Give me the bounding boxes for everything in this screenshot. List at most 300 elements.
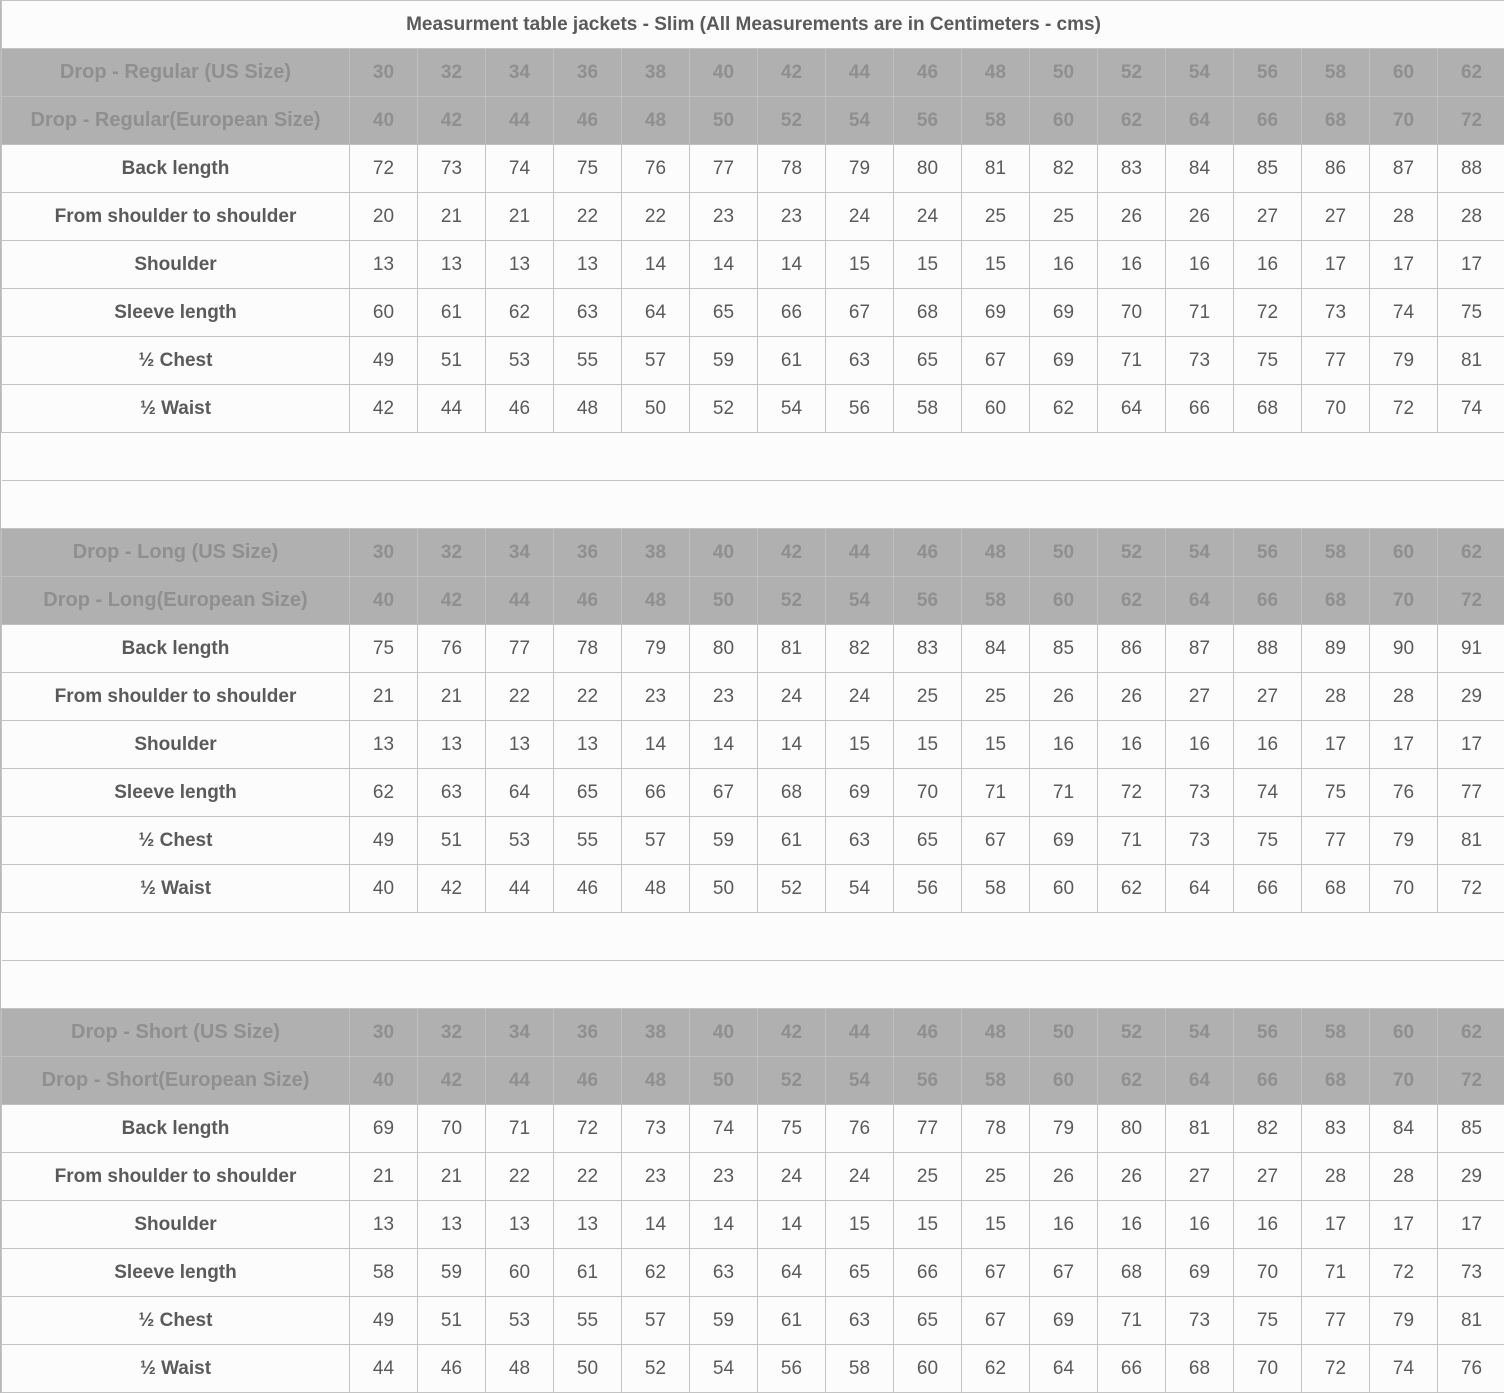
measurement-value: 60 [962, 385, 1030, 433]
measurement-value: 59 [690, 337, 758, 385]
measurement-value: 69 [826, 769, 894, 817]
measurement-value: 64 [486, 769, 554, 817]
size-header-eu: 50 [690, 1057, 758, 1105]
size-header-eu: 68 [1302, 97, 1370, 145]
measurement-value: 61 [758, 817, 826, 865]
measurement-value: 16 [1166, 1201, 1234, 1249]
measurement-value: 81 [1438, 817, 1504, 865]
measurement-value: 66 [622, 769, 690, 817]
size-header-eu: 66 [1234, 577, 1302, 625]
size-header-us: 46 [894, 49, 962, 97]
measurement-value: 56 [758, 1345, 826, 1393]
measurement-value: 50 [690, 865, 758, 913]
measurement-value: 59 [690, 1297, 758, 1345]
measurement-value: 72 [554, 1105, 622, 1153]
measurement-value: 70 [1302, 385, 1370, 433]
measurement-value: 16 [1098, 721, 1166, 769]
title-row [2, 1, 1504, 49]
table-row [2, 673, 1504, 721]
size-header-us: 48 [962, 529, 1030, 577]
size-header-us: 56 [1234, 49, 1302, 97]
spacer-cell [2, 433, 1504, 481]
measurement-value: 80 [690, 625, 758, 673]
size-header-row-us [2, 529, 1504, 577]
measurement-value: 70 [418, 1105, 486, 1153]
measurement-value: 68 [894, 289, 962, 337]
table-row [2, 721, 1504, 769]
size-header-us: 42 [758, 49, 826, 97]
size-header-us: 58 [1302, 529, 1370, 577]
measurement-value: 21 [350, 1153, 418, 1201]
measurement-value: 48 [486, 1345, 554, 1393]
measurement-value: 62 [1098, 865, 1166, 913]
table-row [2, 769, 1504, 817]
measurement-label: ½ Waist [2, 1345, 350, 1393]
size-header-us: 42 [758, 1009, 826, 1057]
section-label-us: Drop - Regular (US Size) [2, 49, 350, 97]
size-header-eu: 54 [826, 1057, 894, 1105]
measurement-value: 70 [1098, 289, 1166, 337]
measurement-value: 44 [350, 1345, 418, 1393]
measurement-value: 46 [418, 1345, 486, 1393]
size-header-eu: 48 [622, 577, 690, 625]
measurement-value: 74 [486, 145, 554, 193]
measurement-value: 24 [894, 193, 962, 241]
measurement-label: Back length [2, 625, 350, 673]
measurement-value: 13 [554, 1201, 622, 1249]
measurement-value: 91 [1438, 625, 1504, 673]
measurement-value: 83 [1302, 1105, 1370, 1153]
measurement-value: 54 [826, 865, 894, 913]
size-header-us: 56 [1234, 1009, 1302, 1057]
measurement-value: 44 [418, 385, 486, 433]
measurement-value: 75 [1234, 337, 1302, 385]
measurement-value: 66 [1098, 1345, 1166, 1393]
measurement-value: 55 [554, 337, 622, 385]
measurement-value: 69 [962, 289, 1030, 337]
measurement-value: 67 [1030, 1249, 1098, 1297]
measurement-value: 72 [350, 145, 418, 193]
size-header-row-us [2, 1009, 1504, 1057]
measurement-value: 28 [1302, 673, 1370, 721]
measurement-value: 40 [350, 865, 418, 913]
measurement-value: 49 [350, 1297, 418, 1345]
measurement-value: 67 [962, 337, 1030, 385]
measurement-value: 67 [962, 1297, 1030, 1345]
measurement-value: 44 [486, 865, 554, 913]
measurement-value: 88 [1438, 145, 1504, 193]
spacer-cell [2, 961, 1504, 1009]
size-header-us: 46 [894, 1009, 962, 1057]
size-header-us: 50 [1030, 529, 1098, 577]
measurement-value: 78 [962, 1105, 1030, 1153]
measurement-value: 23 [622, 1153, 690, 1201]
measurement-value: 26 [1166, 193, 1234, 241]
measurement-value: 75 [350, 625, 418, 673]
measurement-value: 79 [1370, 337, 1438, 385]
measurement-label: Sleeve length [2, 769, 350, 817]
measurement-value: 58 [350, 1249, 418, 1297]
size-header-us: 44 [826, 49, 894, 97]
size-header-eu: 70 [1370, 1057, 1438, 1105]
measurement-value: 60 [894, 1345, 962, 1393]
measurement-value: 51 [418, 1297, 486, 1345]
measurement-value: 16 [1166, 241, 1234, 289]
size-header-eu: 42 [418, 1057, 486, 1105]
size-header-row-us [2, 49, 1504, 97]
measurement-value: 16 [1030, 241, 1098, 289]
measurement-value: 82 [1234, 1105, 1302, 1153]
size-header-us: 58 [1302, 1009, 1370, 1057]
measurement-value: 27 [1166, 673, 1234, 721]
size-header-eu: 68 [1302, 577, 1370, 625]
size-header-eu: 52 [758, 97, 826, 145]
measurement-value: 16 [1234, 241, 1302, 289]
table-row [2, 865, 1504, 913]
measurement-value: 25 [962, 673, 1030, 721]
measurement-value: 25 [1030, 193, 1098, 241]
measurement-value: 28 [1370, 1153, 1438, 1201]
measurement-value: 77 [690, 145, 758, 193]
measurement-value: 79 [1370, 817, 1438, 865]
size-header-eu: 46 [554, 577, 622, 625]
measurement-value: 15 [826, 721, 894, 769]
measurement-value: 83 [894, 625, 962, 673]
size-header-eu: 56 [894, 1057, 962, 1105]
measurement-value: 63 [826, 337, 894, 385]
measurement-value: 69 [1030, 1297, 1098, 1345]
measurement-value: 71 [1030, 769, 1098, 817]
measurement-value: 71 [486, 1105, 554, 1153]
measurement-value: 54 [758, 385, 826, 433]
measurement-value: 79 [1370, 1297, 1438, 1345]
measurement-value: 24 [758, 1153, 826, 1201]
measurement-value: 23 [690, 1153, 758, 1201]
measurement-value: 28 [1370, 193, 1438, 241]
measurement-value: 75 [758, 1105, 826, 1153]
measurement-label: From shoulder to shoulder [2, 193, 350, 241]
measurement-label: ½ Waist [2, 385, 350, 433]
spacer-row [2, 481, 1504, 529]
measurement-value: 82 [826, 625, 894, 673]
measurement-value: 53 [486, 1297, 554, 1345]
measurement-value: 77 [894, 1105, 962, 1153]
spacer-cell [2, 913, 1504, 961]
measurement-value: 86 [1302, 145, 1370, 193]
measurement-value: 79 [1030, 1105, 1098, 1153]
size-header-us: 60 [1370, 49, 1438, 97]
measurement-label: Shoulder [2, 721, 350, 769]
size-header-eu: 42 [418, 577, 486, 625]
measurement-value: 87 [1166, 625, 1234, 673]
measurement-value: 84 [1370, 1105, 1438, 1153]
size-header-us: 62 [1438, 1009, 1504, 1057]
size-header-us: 36 [554, 1009, 622, 1057]
measurement-value: 77 [1302, 817, 1370, 865]
measurement-value: 13 [554, 721, 622, 769]
table-row [2, 385, 1504, 433]
size-header-us: 30 [350, 529, 418, 577]
size-header-eu: 58 [962, 97, 1030, 145]
measurement-label: ½ Chest [2, 817, 350, 865]
page-title: Measurment table jackets - Slim (All Measurements are in Centimeters - cms) [2, 1, 1504, 49]
measurement-value: 79 [826, 145, 894, 193]
table-row [2, 625, 1504, 673]
measurement-value: 76 [622, 145, 690, 193]
section-label-us: Drop - Short (US Size) [2, 1009, 350, 1057]
measurement-value: 25 [894, 1153, 962, 1201]
size-header-eu: 60 [1030, 577, 1098, 625]
measurement-label: Shoulder [2, 1201, 350, 1249]
measurement-value: 13 [554, 241, 622, 289]
measurement-value: 13 [350, 241, 418, 289]
measurement-value: 68 [758, 769, 826, 817]
size-header-eu: 64 [1166, 97, 1234, 145]
size-header-eu: 70 [1370, 97, 1438, 145]
measurement-value: 89 [1302, 625, 1370, 673]
measurement-value: 57 [622, 1297, 690, 1345]
measurement-value: 74 [1370, 1345, 1438, 1393]
table-row [2, 145, 1504, 193]
measurement-value: 21 [486, 193, 554, 241]
size-header-eu: 54 [826, 577, 894, 625]
measurement-value: 74 [1370, 289, 1438, 337]
size-header-us: 62 [1438, 529, 1504, 577]
measurement-value: 15 [826, 241, 894, 289]
measurement-value: 64 [1030, 1345, 1098, 1393]
measurement-value: 81 [1438, 1297, 1504, 1345]
measurement-value: 52 [758, 865, 826, 913]
measurement-value: 22 [486, 1153, 554, 1201]
measurement-value: 71 [1302, 1249, 1370, 1297]
measurement-value: 14 [758, 1201, 826, 1249]
measurement-value: 15 [826, 1201, 894, 1249]
size-header-us: 44 [826, 529, 894, 577]
measurement-value: 73 [1166, 1297, 1234, 1345]
measurement-value: 65 [894, 1297, 962, 1345]
measurement-label: ½ Waist [2, 865, 350, 913]
size-header-eu: 72 [1438, 1057, 1504, 1105]
measurement-value: 54 [690, 1345, 758, 1393]
measurement-value: 69 [1166, 1249, 1234, 1297]
size-header-eu: 64 [1166, 577, 1234, 625]
measurement-value: 17 [1302, 721, 1370, 769]
size-header-eu: 44 [486, 1057, 554, 1105]
measurement-value: 26 [1030, 673, 1098, 721]
measurement-value: 23 [690, 193, 758, 241]
measurement-value: 62 [622, 1249, 690, 1297]
size-header-us: 32 [418, 529, 486, 577]
measurement-value: 25 [962, 193, 1030, 241]
measurement-value: 66 [1166, 385, 1234, 433]
size-header-us: 30 [350, 49, 418, 97]
measurement-value: 23 [758, 193, 826, 241]
measurement-value: 66 [1234, 865, 1302, 913]
size-header-us: 54 [1166, 529, 1234, 577]
measurement-value: 59 [418, 1249, 486, 1297]
size-header-eu: 58 [962, 577, 1030, 625]
measurement-value: 74 [690, 1105, 758, 1153]
size-header-eu: 72 [1438, 97, 1504, 145]
measurement-value: 65 [894, 817, 962, 865]
size-header-eu: 62 [1098, 577, 1166, 625]
measurement-value: 14 [690, 1201, 758, 1249]
size-header-us: 42 [758, 529, 826, 577]
measurement-value: 77 [1302, 337, 1370, 385]
measurement-value: 68 [1302, 865, 1370, 913]
size-header-eu: 66 [1234, 97, 1302, 145]
measurement-value: 71 [1098, 817, 1166, 865]
measurement-value: 27 [1302, 193, 1370, 241]
measurement-value: 70 [1370, 865, 1438, 913]
size-header-us: 38 [622, 529, 690, 577]
measurement-value: 17 [1370, 241, 1438, 289]
table-row [2, 241, 1504, 289]
measurement-value: 13 [486, 241, 554, 289]
measurement-value: 58 [826, 1345, 894, 1393]
table-row [2, 1297, 1504, 1345]
measurement-value: 28 [1370, 673, 1438, 721]
measurement-value: 14 [690, 241, 758, 289]
table-body [2, 1, 1504, 1393]
measurement-table [1, 0, 1504, 1393]
size-header-us: 50 [1030, 1009, 1098, 1057]
measurement-value: 90 [1370, 625, 1438, 673]
measurement-value: 61 [418, 289, 486, 337]
size-header-eu: 64 [1166, 1057, 1234, 1105]
size-header-eu: 60 [1030, 97, 1098, 145]
measurement-value: 27 [1234, 193, 1302, 241]
size-header-us: 48 [962, 1009, 1030, 1057]
measurement-value: 46 [554, 865, 622, 913]
measurement-value: 82 [1030, 145, 1098, 193]
measurement-value: 22 [486, 673, 554, 721]
measurement-value: 23 [690, 673, 758, 721]
measurement-value: 72 [1370, 1249, 1438, 1297]
table-row [2, 193, 1504, 241]
size-header-eu: 44 [486, 577, 554, 625]
size-header-us: 38 [622, 1009, 690, 1057]
measurement-value: 51 [418, 817, 486, 865]
measurement-value: 26 [1098, 1153, 1166, 1201]
measurement-value: 22 [622, 193, 690, 241]
measurement-value: 77 [1438, 769, 1504, 817]
measurement-value: 61 [758, 1297, 826, 1345]
measurement-value: 63 [554, 289, 622, 337]
measurement-value: 59 [690, 817, 758, 865]
measurement-value: 56 [894, 865, 962, 913]
measurement-value: 72 [1234, 289, 1302, 337]
measurement-value: 60 [350, 289, 418, 337]
measurement-value: 52 [690, 385, 758, 433]
measurement-value: 13 [486, 1201, 554, 1249]
size-header-eu: 40 [350, 1057, 418, 1105]
measurement-value: 51 [418, 337, 486, 385]
measurement-value: 70 [894, 769, 962, 817]
size-header-us: 52 [1098, 1009, 1166, 1057]
measurement-value: 25 [894, 673, 962, 721]
measurement-value: 21 [418, 673, 486, 721]
measurement-value: 60 [1030, 865, 1098, 913]
measurement-value: 15 [894, 1201, 962, 1249]
measurement-value: 85 [1030, 625, 1098, 673]
size-header-us: 54 [1166, 1009, 1234, 1057]
size-header-us: 60 [1370, 1009, 1438, 1057]
measurement-value: 72 [1098, 769, 1166, 817]
measurement-value: 25 [962, 1153, 1030, 1201]
measurement-value: 48 [554, 385, 622, 433]
measurement-label: Shoulder [2, 241, 350, 289]
measurement-value: 16 [1234, 721, 1302, 769]
table-row [2, 1153, 1504, 1201]
measurement-value: 13 [486, 721, 554, 769]
size-header-eu: 46 [554, 97, 622, 145]
measurement-value: 65 [690, 289, 758, 337]
measurement-value: 75 [1234, 1297, 1302, 1345]
size-header-eu: 42 [418, 97, 486, 145]
measurement-label: Sleeve length [2, 289, 350, 337]
measurement-value: 64 [622, 289, 690, 337]
size-header-row-eu [2, 1057, 1504, 1105]
size-header-row-eu [2, 97, 1504, 145]
size-header-eu: 58 [962, 1057, 1030, 1105]
measurement-value: 64 [1098, 385, 1166, 433]
measurement-value: 14 [622, 241, 690, 289]
measurement-value: 14 [690, 721, 758, 769]
measurement-value: 73 [418, 145, 486, 193]
measurement-value: 73 [1438, 1249, 1504, 1297]
measurement-value: 65 [826, 1249, 894, 1297]
measurement-label: Back length [2, 145, 350, 193]
measurement-value: 63 [690, 1249, 758, 1297]
measurement-value: 21 [418, 1153, 486, 1201]
measurement-value: 15 [962, 721, 1030, 769]
size-header-us: 52 [1098, 529, 1166, 577]
measurement-value: 81 [1166, 1105, 1234, 1153]
measurement-value: 76 [1370, 769, 1438, 817]
measurement-value: 28 [1302, 1153, 1370, 1201]
spacer-row [2, 913, 1504, 961]
table-row [2, 1201, 1504, 1249]
size-header-us: 50 [1030, 49, 1098, 97]
size-header-eu: 48 [622, 1057, 690, 1105]
measurement-value: 24 [826, 193, 894, 241]
table-row [2, 1249, 1504, 1297]
measurement-value: 27 [1234, 1153, 1302, 1201]
section-label-eu: Drop - Regular(European Size) [2, 97, 350, 145]
spacer-row [2, 433, 1504, 481]
size-header-us: 44 [826, 1009, 894, 1057]
measurement-value: 67 [826, 289, 894, 337]
table-row [2, 1105, 1504, 1153]
size-header-row-eu [2, 577, 1504, 625]
measurement-value: 62 [1030, 385, 1098, 433]
measurement-value: 29 [1438, 673, 1504, 721]
size-header-eu: 52 [758, 577, 826, 625]
measurement-value: 69 [1030, 289, 1098, 337]
measurement-value: 64 [1166, 865, 1234, 913]
measurement-value: 53 [486, 337, 554, 385]
measurement-value: 27 [1166, 1153, 1234, 1201]
measurement-value: 69 [1030, 337, 1098, 385]
measurement-value: 57 [622, 817, 690, 865]
measurement-value: 21 [350, 673, 418, 721]
measurement-value: 75 [554, 145, 622, 193]
measurement-value: 70 [1234, 1249, 1302, 1297]
measurement-value: 56 [826, 385, 894, 433]
measurement-value: 13 [418, 1201, 486, 1249]
size-header-eu: 62 [1098, 1057, 1166, 1105]
